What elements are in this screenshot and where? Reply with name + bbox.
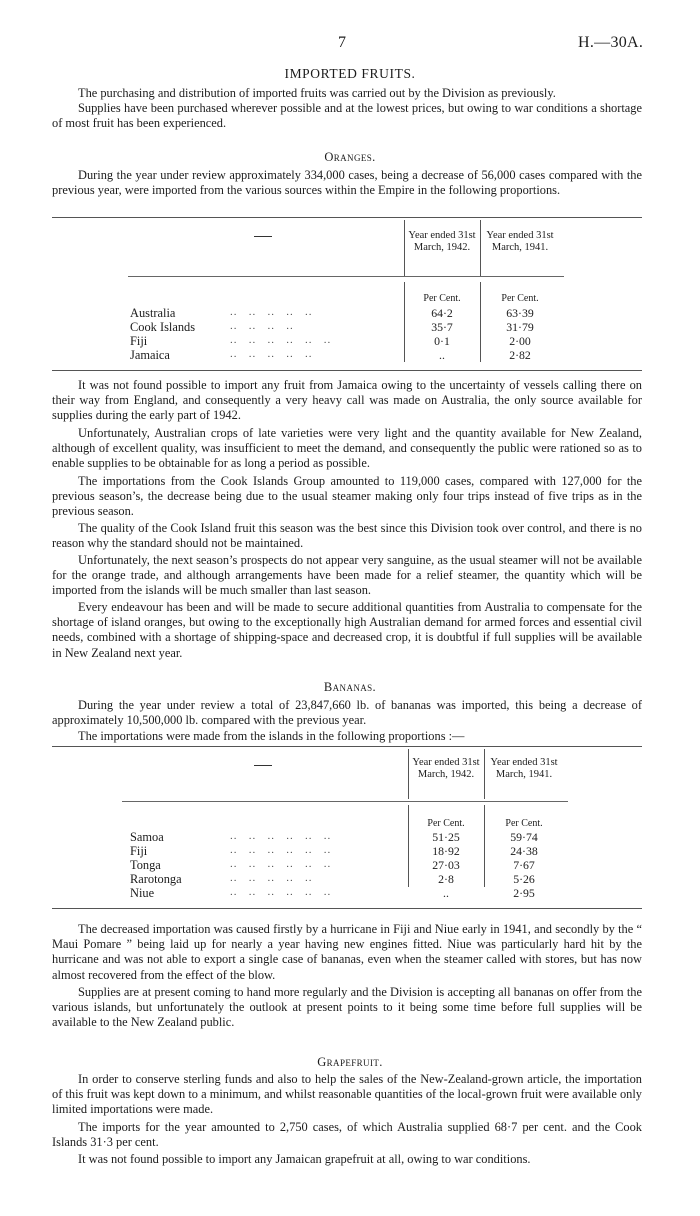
bananas-intro: During the year under review a total of 23,847,660 lb. of bananas was imported, this being a decrease of approximately 10,500,000 lb. compared with the previous year. — [52, 698, 642, 728]
section-heading-bananas: Bananas. — [323, 680, 377, 694]
value-1941: 2·95 — [513, 886, 535, 900]
value-1942: 18·92 — [432, 844, 460, 858]
column-header-1942: Year ended 31st March, 1942. — [412, 757, 480, 780]
value-1942: 2·8 — [438, 872, 454, 886]
value-1942: 35·7 — [431, 320, 453, 334]
oranges-paragraph: It was not found possible to import any fruit from Jamaica owing to the uncertainty of vessels calling there on their way from England, and consequently a very heavy call was made on Australia, the only source available for supplies during the early part of 1942. — [52, 378, 642, 423]
unit-label: Per Cent. — [501, 293, 539, 304]
dot-leader: .. .. .. .. .. .. — [230, 830, 332, 842]
value-1941: 63·39 — [506, 306, 534, 320]
document-code: H.—30A. — [578, 34, 644, 51]
row-label: Tonga — [130, 858, 161, 872]
value-1942: 51·25 — [432, 830, 460, 844]
grapefruit-paragraph: In order to conserve sterling funds and also to help the sales of the New-Zealand-grown article, the importation of this fruit was kept down to a minimum, and whilst reasonable quantities of the local-grown fruit were available only limited importations were made. — [52, 1072, 642, 1117]
bananas-paragraph: The decreased importation was caused firstly by a hurricane in Fiji and Niue early in 1941, and secondly by the “ Maui Pomare ” being laid up for nearly a year having new engines fitted. Niue was particularly hard hit by the hurricane and was not able to export a single case of bananas, even when the steamer called with stores, but has now almost recovered from the effect of the blow. — [52, 922, 642, 982]
table-bottom-rule — [52, 908, 642, 909]
unit-label: Per Cent. — [505, 818, 543, 829]
oranges-table — [52, 218, 642, 368]
unit-label: Per Cent. — [423, 293, 461, 304]
oranges-paragraph: Unfortunately, the next season’s prospects do not appear very sanguine, as the usual steamer will not be available for the orange trade, and although arrangements have been made for a relief steamer, the quantity which will be imported from the islands will be much smaller than last season. — [52, 553, 642, 598]
dot-leader: .. .. .. .. .. .. — [230, 886, 332, 898]
value-1941: 7·67 — [513, 858, 535, 872]
row-label: Jamaica — [130, 348, 170, 362]
value-1942: 64·2 — [431, 306, 453, 320]
value-1941: 31·79 — [506, 320, 534, 334]
oranges-paragraph: The importations from the Cook Islands Group amounted to 119,000 cases, compared with 127,000 for the previous season’s, the decrease being due to the usual steamer making only four trips instead of five trips as in the previous season. — [52, 474, 642, 519]
dot-leader: .. .. .. .. .. — [230, 306, 313, 318]
page-title: IMPORTED FRUITS. — [284, 66, 416, 81]
intro-paragraph: Supplies have been purchased wherever possible and at the lowest prices, but owing to war conditions a shortage of most fruit has been experienced. — [52, 101, 642, 131]
row-label: Samoa — [130, 830, 164, 844]
value-1941: 2·00 — [509, 334, 531, 348]
value-1941: 24·38 — [510, 844, 538, 858]
row-label: Fiji — [130, 844, 148, 858]
header-rule — [128, 276, 564, 277]
section-heading-grapefruit: Grapefruit. — [317, 1055, 383, 1069]
row-label: Fiji — [130, 334, 148, 348]
grapefruit-paragraph: The imports for the year amounted to 2,750 cases, of which Australia supplied 68·7 per cent. and the Cook Islands 31·3 per cent. — [52, 1120, 642, 1150]
row-label: Niue — [130, 886, 155, 900]
column-header-1941: Year ended 31st March, 1941. — [486, 230, 554, 253]
oranges-paragraph: The quality of the Cook Island fruit this season was the best since this Division took over control, and there is no reason why the standard should not be maintained. — [52, 521, 642, 551]
dot-leader: .. .. .. .. .. — [230, 872, 313, 884]
page-number: 7 — [338, 34, 346, 51]
value-1941: 5·26 — [513, 872, 535, 886]
row-label: Cook Islands — [130, 320, 196, 334]
oranges-paragraph: Unfortunately, Australian crops of late varieties were very light and the quantity available for New Zealand, although of excellent quality, was insufficient to meet the demand, and consequently the public were rationed so as to enable supplies to be obtainable for as long a period as possible. — [52, 426, 642, 471]
dot-leader: .. .. .. .. .. .. — [230, 858, 332, 870]
row-label: Australia — [130, 306, 176, 320]
bananas-table — [52, 747, 642, 900]
bananas-paragraph: Supplies are at present coming to hand more regularly and the Division is accepting all bananas on offer from the various islands, but unfortunately the outlook at present points to it being some time before full supplies will be available to the New Zealand public. — [52, 985, 642, 1030]
value-1942: .. — [439, 348, 445, 362]
value-1942: 0·1 — [434, 334, 450, 348]
value-1942: .. — [443, 886, 449, 900]
row-label: Rarotonga — [130, 872, 182, 886]
grapefruit-paragraph: It was not found possible to import any Jamaican grapefruit at all, owing to war conditions. — [78, 1152, 531, 1166]
value-1941: 2·82 — [509, 348, 531, 362]
column-header-1942: Year ended 31st March, 1942. — [408, 230, 476, 253]
stub-header-dash — [254, 236, 272, 237]
stub-header-dash — [254, 765, 272, 766]
dot-leader: .. .. .. .. .. — [230, 348, 313, 360]
oranges-intro: During the year under review approximately 334,000 cases, being a decrease of 56,000 cases compared with the previous year, were imported from the various sources within the Empire in the following proportions. — [52, 168, 642, 198]
unit-label: Per Cent. — [427, 818, 465, 829]
value-1942: 27·03 — [432, 858, 460, 872]
intro-paragraph: The purchasing and distribution of imported fruits was carried out by the Division as previously. — [78, 86, 556, 100]
table-bottom-rule — [52, 370, 642, 371]
dot-leader: .. .. .. .. .. .. — [230, 334, 332, 346]
bananas-intro-2: The importations were made from the islands in the following proportions :— — [78, 729, 465, 743]
oranges-paragraph: Every endeavour has been and will be made to secure additional quantities from Australia to compensate for the shortage of island oranges, but owing to the exceptionally high Australian demand for armed forces and essential civil needs, combined with a shortage of shipping-space and decreased crop, it is doubtful if full supplies will be available in New Zealand next year. — [52, 600, 642, 660]
column-header-1941: Year ended 31st March, 1941. — [490, 757, 558, 780]
dot-leader: .. .. .. .. — [230, 320, 294, 332]
header-rule — [122, 801, 568, 802]
dot-leader: .. .. .. .. .. .. — [230, 844, 332, 856]
section-heading-oranges: Oranges. — [324, 150, 376, 164]
value-1941: 59·74 — [510, 830, 538, 844]
